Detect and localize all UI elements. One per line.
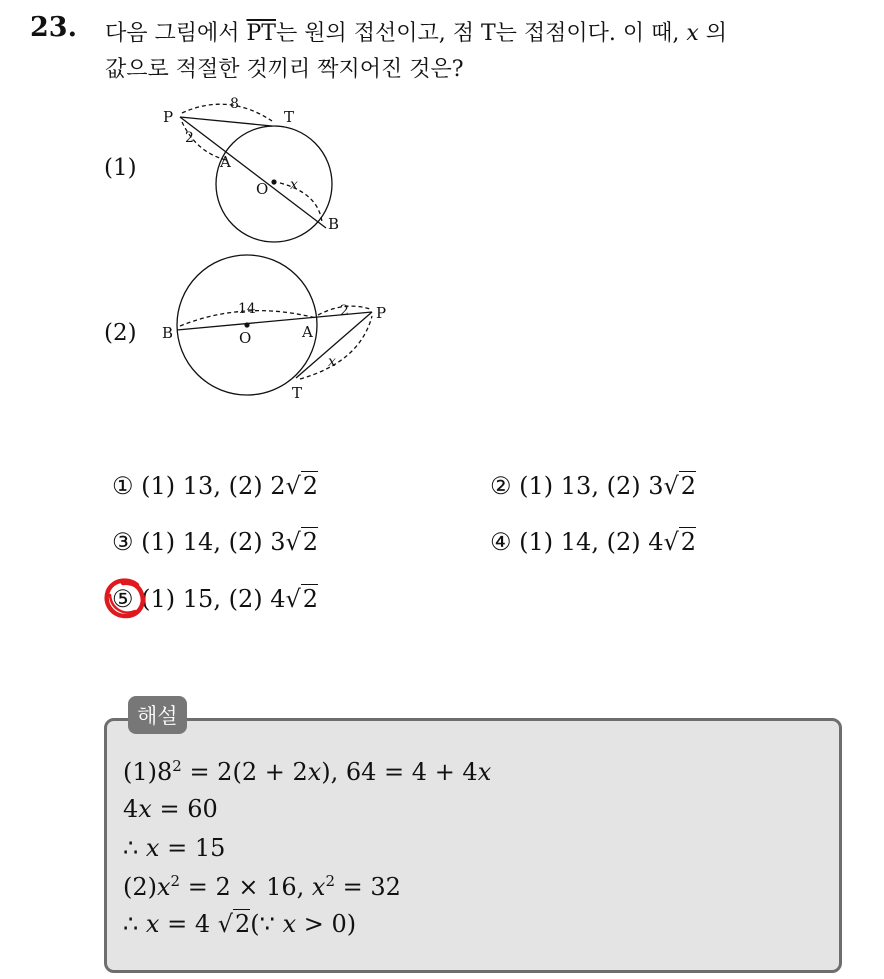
- arc-len-x: [280, 183, 322, 222]
- figure-2-text: [162, 301, 386, 402]
- length-label: 2: [185, 130, 194, 146]
- length-label: x: [328, 354, 336, 370]
- option-text: (1) 14, (2) 4: [519, 528, 664, 556]
- option-2[interactable]: [490, 472, 696, 500]
- sqrt-symbol: √2: [285, 585, 319, 613]
- center-dot-2: [244, 322, 249, 327]
- point-a: A: [220, 153, 231, 171]
- solution-line-5: ∴ x = 4 √2(∵ x > 0): [123, 910, 357, 938]
- length-label: 8: [230, 96, 239, 112]
- point-o: O: [239, 329, 252, 347]
- option-number: ④: [490, 528, 512, 556]
- solution-line-1: $(1)8^2 = 2(2 + 2x)$, 64 = 4 + 4x: [123, 757, 492, 786]
- point-b: B: [328, 215, 340, 233]
- figure-1-label: (1): [104, 155, 137, 181]
- question-text: 다음 그림에서: [105, 21, 247, 46]
- option-4[interactable]: [490, 528, 696, 556]
- solution-line-4: $(2)x^2 = 2 \times 16$, $x^2 = 32$: [123, 872, 401, 901]
- option-text: (1) 15, (2) 4: [141, 585, 286, 613]
- question-line-2: 값으로 적절한 것끼리 짝지어진 것은?: [105, 57, 464, 82]
- option-3[interactable]: [112, 528, 318, 556]
- option-text: (1) 14, (2) 3: [141, 528, 286, 556]
- option-number: ③: [112, 528, 134, 556]
- question-number: 23.: [30, 12, 77, 43]
- point-o: O: [256, 180, 269, 198]
- tangent-pt: [180, 117, 272, 126]
- length-label: 2: [340, 303, 349, 319]
- sqrt-symbol: √2: [663, 528, 697, 556]
- length-label: 14: [238, 301, 256, 317]
- solution-line-2: 4x = 60: [123, 795, 218, 823]
- figure-1-text: [163, 96, 339, 233]
- variable-x: x: [686, 21, 699, 46]
- length-label: x: [290, 177, 298, 193]
- question-text: 의: [698, 21, 728, 46]
- solution-line-3: ∴ x = 15: [123, 834, 226, 862]
- figure-2-label: (2): [104, 320, 137, 346]
- option-number: ②: [490, 472, 512, 500]
- option-number: ①: [112, 472, 134, 500]
- point-p: P: [163, 108, 174, 126]
- sqrt-symbol: √2: [217, 910, 251, 938]
- question-text: 는 원의 접선이고, 점 T는 접점이다. 이 때,: [275, 21, 687, 46]
- center-dot-1: [271, 179, 276, 184]
- figure-1-diagram: [180, 104, 332, 242]
- sqrt-symbol: √2: [285, 472, 319, 500]
- figure-2-diagram: [177, 255, 372, 395]
- point-b: B: [162, 324, 174, 342]
- segment-pt: $\overline{PT}$: [246, 21, 276, 46]
- point-t: T: [292, 384, 303, 402]
- sqrt-symbol: √2: [663, 472, 697, 500]
- option-number: ⑤: [112, 585, 134, 613]
- point-t: T: [284, 108, 295, 126]
- solution-title: 해설: [128, 696, 187, 734]
- answer-mark-icon: [101, 575, 151, 623]
- option-text: (1) 13, (2) 3: [519, 472, 664, 500]
- sqrt-symbol: √2: [285, 528, 319, 556]
- point-p: P: [376, 304, 387, 322]
- secant-pab: [180, 117, 326, 228]
- point-a: A: [302, 323, 313, 341]
- option-text: (1) 13, (2) 2: [141, 472, 286, 500]
- option-1[interactable]: [112, 472, 318, 500]
